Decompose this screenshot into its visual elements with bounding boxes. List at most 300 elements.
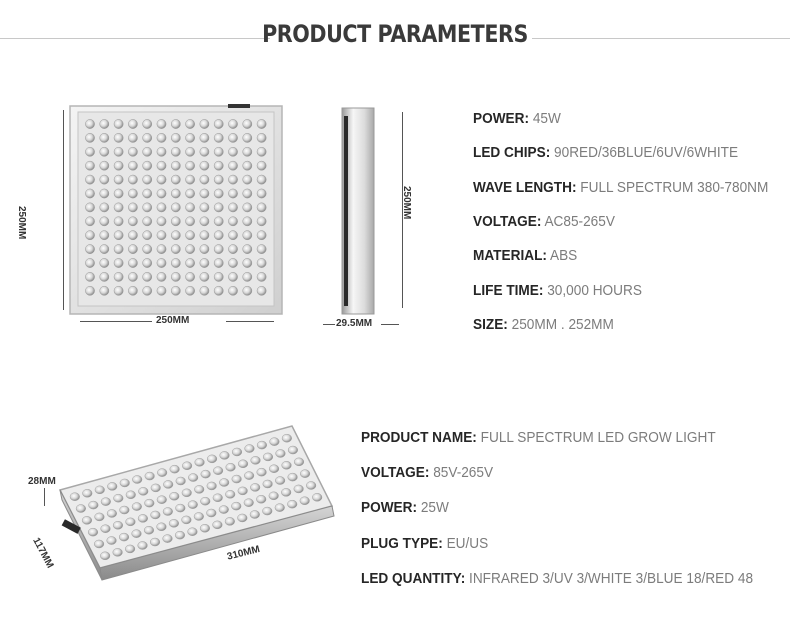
led-chip bbox=[200, 133, 209, 142]
led-chip bbox=[214, 286, 223, 295]
led-chip bbox=[228, 189, 237, 198]
led-chip bbox=[151, 511, 161, 519]
led-chip bbox=[200, 147, 209, 156]
led-chip bbox=[95, 513, 105, 521]
led-chip bbox=[128, 161, 137, 170]
led-chip bbox=[213, 467, 223, 475]
led-chip bbox=[157, 272, 166, 281]
led-chip bbox=[85, 245, 94, 254]
led-chip bbox=[176, 477, 186, 485]
led-chip bbox=[257, 133, 266, 142]
led-chip bbox=[257, 245, 266, 254]
led-chip bbox=[186, 258, 195, 267]
led-chip bbox=[89, 501, 99, 509]
led-chip bbox=[275, 477, 285, 485]
led-chip bbox=[145, 472, 155, 480]
spec-value: ABS bbox=[549, 248, 578, 265]
led-chip bbox=[257, 286, 266, 295]
led-chip bbox=[228, 231, 237, 240]
led-chip bbox=[214, 272, 223, 281]
led-chip bbox=[186, 272, 195, 281]
led-chip bbox=[186, 119, 195, 128]
led-chip bbox=[144, 526, 154, 534]
panel-side-view bbox=[340, 106, 376, 316]
led-chip bbox=[157, 189, 166, 198]
page-title: PRODUCT PARAMETERS bbox=[262, 20, 528, 48]
led-chip bbox=[214, 245, 223, 254]
led-chip bbox=[306, 481, 316, 489]
led-chip bbox=[94, 540, 104, 548]
spec-key: POWER: bbox=[361, 500, 418, 517]
led-chip bbox=[85, 286, 94, 295]
spec-key: LIFE TIME: bbox=[473, 282, 544, 299]
led-chip bbox=[220, 451, 230, 459]
led-chip bbox=[114, 133, 123, 142]
led-chip bbox=[214, 175, 223, 184]
led-chip bbox=[143, 272, 152, 281]
panel-front-view bbox=[68, 104, 284, 316]
led-chip bbox=[243, 203, 252, 212]
led-chip bbox=[194, 485, 204, 493]
led-chip bbox=[85, 272, 94, 281]
spec-value: AC85-265V bbox=[544, 213, 615, 230]
led-chip bbox=[171, 286, 180, 295]
led-chip bbox=[243, 245, 252, 254]
led-chip bbox=[186, 175, 195, 184]
led-chip bbox=[257, 258, 266, 267]
led-chip bbox=[257, 231, 266, 240]
led-chip bbox=[171, 119, 180, 128]
led-chip bbox=[195, 458, 205, 466]
led-chip bbox=[150, 538, 160, 546]
led-chip bbox=[95, 486, 105, 494]
led-chip bbox=[88, 528, 98, 536]
led-chip bbox=[188, 474, 198, 482]
led-chip bbox=[100, 203, 109, 212]
led-chip bbox=[200, 497, 210, 505]
led-chip bbox=[263, 453, 273, 461]
angled-depth-label: 117MM bbox=[30, 536, 56, 571]
led-chip bbox=[114, 189, 123, 198]
led-chip bbox=[214, 203, 223, 212]
led-chip bbox=[269, 492, 279, 500]
spec-key: PRODUCT NAME: bbox=[361, 430, 477, 446]
led-chip bbox=[200, 286, 209, 295]
led-chip bbox=[213, 521, 223, 529]
led-chip bbox=[119, 533, 129, 541]
led-chip bbox=[143, 217, 152, 226]
led-chip bbox=[176, 504, 186, 512]
led-chip bbox=[231, 502, 241, 510]
thickness-line bbox=[44, 488, 45, 506]
led-chip bbox=[114, 231, 123, 240]
led-chip bbox=[228, 119, 237, 128]
led-chip bbox=[114, 175, 123, 184]
led-chip bbox=[201, 470, 211, 478]
spec-row bbox=[361, 500, 449, 516]
led-chip bbox=[157, 217, 166, 226]
led-chip bbox=[101, 525, 111, 533]
spec-value: 250MM . 252MM bbox=[511, 316, 614, 333]
led-chip bbox=[200, 203, 209, 212]
side-depth-label: 29.5MM bbox=[336, 318, 373, 329]
led-chip bbox=[228, 147, 237, 156]
led-chip bbox=[182, 489, 192, 497]
led-chip bbox=[85, 147, 94, 156]
led-chip bbox=[186, 133, 195, 142]
spec-row bbox=[361, 430, 716, 446]
led-chip bbox=[270, 438, 280, 446]
led-chip bbox=[70, 493, 80, 501]
led-chip bbox=[128, 175, 137, 184]
led-chip bbox=[82, 516, 92, 524]
led-chip bbox=[228, 286, 237, 295]
led-chip bbox=[251, 456, 261, 464]
front-width-line-left bbox=[80, 321, 152, 322]
led-chip bbox=[143, 133, 152, 142]
spec-key: PLUG TYPE: bbox=[361, 535, 443, 552]
led-chip bbox=[100, 231, 109, 240]
led-chip bbox=[186, 245, 195, 254]
led-chip bbox=[257, 217, 266, 226]
led-chip bbox=[157, 133, 166, 142]
led-chip bbox=[200, 245, 209, 254]
led-chip bbox=[113, 548, 123, 556]
led-chip bbox=[171, 161, 180, 170]
led-chip bbox=[244, 499, 254, 507]
led-chip bbox=[169, 519, 179, 527]
led-chip bbox=[85, 231, 94, 240]
led-chip bbox=[228, 245, 237, 254]
spec-value: EU/US bbox=[446, 535, 489, 552]
led-chip bbox=[85, 175, 94, 184]
spec-key: VOLTAGE: bbox=[473, 213, 542, 230]
led-chip bbox=[100, 552, 110, 560]
spec-value: 90RED/36BLUE/6UV/6WHITE bbox=[554, 145, 739, 162]
led-chip bbox=[228, 161, 237, 170]
led-chip bbox=[157, 286, 166, 295]
led-chip bbox=[200, 217, 209, 226]
led-chip bbox=[107, 482, 117, 490]
led-chip bbox=[100, 189, 109, 198]
led-chip bbox=[171, 147, 180, 156]
led-chip bbox=[213, 494, 223, 502]
led-chip bbox=[282, 461, 292, 469]
led-chip bbox=[163, 480, 173, 488]
led-chip bbox=[107, 509, 117, 517]
led-chip bbox=[219, 506, 229, 514]
led-chip bbox=[128, 119, 137, 128]
spec-row bbox=[473, 283, 642, 299]
led-chip bbox=[100, 119, 109, 128]
led-chip bbox=[225, 517, 235, 525]
led-chip bbox=[207, 455, 217, 463]
led-chip bbox=[128, 147, 137, 156]
spec-row bbox=[361, 536, 488, 552]
led-chip bbox=[128, 272, 137, 281]
led-chip bbox=[228, 133, 237, 142]
led-chip bbox=[300, 470, 310, 478]
led-chip bbox=[83, 489, 93, 497]
led-chip bbox=[228, 175, 237, 184]
led-chip bbox=[132, 475, 142, 483]
led-chip bbox=[243, 286, 252, 295]
led-chip bbox=[171, 133, 180, 142]
side-height-label: 250MM bbox=[401, 186, 412, 220]
led-chip bbox=[276, 449, 286, 457]
led-chip bbox=[114, 203, 123, 212]
led-chip bbox=[163, 535, 173, 543]
led-chip bbox=[257, 468, 267, 476]
led-chip bbox=[157, 119, 166, 128]
led-chip bbox=[120, 479, 130, 487]
led-chip bbox=[243, 133, 252, 142]
spec-key: SIZE: bbox=[473, 316, 508, 333]
spec-value: 85V-265V bbox=[433, 465, 494, 482]
led-chip bbox=[238, 487, 248, 495]
led-chip bbox=[128, 203, 137, 212]
led-chip bbox=[157, 175, 166, 184]
led-chip bbox=[232, 475, 242, 483]
side-depth-line-left bbox=[323, 324, 335, 325]
angled-length-label: 310MM bbox=[226, 543, 262, 563]
led-chip bbox=[85, 133, 94, 142]
spec-value: FULL SPECTRUM 380-780NM bbox=[580, 179, 769, 196]
led-chip bbox=[171, 245, 180, 254]
spec-row bbox=[361, 571, 753, 587]
led-chip bbox=[143, 231, 152, 240]
spec-key: LED QUANTITY: bbox=[361, 570, 466, 587]
led-chip bbox=[243, 189, 252, 198]
led-chip bbox=[128, 245, 137, 254]
led-chip bbox=[186, 203, 195, 212]
led-chip bbox=[228, 217, 237, 226]
led-chip bbox=[85, 203, 94, 212]
led-chip bbox=[228, 258, 237, 267]
led-chip bbox=[128, 286, 137, 295]
led-chip bbox=[232, 448, 242, 456]
spec-row bbox=[473, 214, 615, 230]
led-chip bbox=[257, 119, 266, 128]
led-chip bbox=[151, 484, 161, 492]
led-chip bbox=[269, 465, 279, 473]
led-chip bbox=[85, 258, 94, 267]
led-chip bbox=[243, 258, 252, 267]
led-chip bbox=[170, 465, 180, 473]
spec-row bbox=[473, 145, 738, 161]
spec-key: LED CHIPS: bbox=[473, 145, 551, 162]
led-chip bbox=[200, 175, 209, 184]
led-chip bbox=[100, 147, 109, 156]
led-chip bbox=[143, 258, 152, 267]
led-chip bbox=[186, 286, 195, 295]
led-chip bbox=[281, 488, 291, 496]
led-chip bbox=[288, 446, 298, 454]
led-chip bbox=[182, 516, 192, 524]
led-chip bbox=[114, 286, 123, 295]
led-chip bbox=[288, 473, 298, 481]
led-chip bbox=[200, 258, 209, 267]
spec-key: WAVE LENGTH: bbox=[473, 179, 577, 196]
led-chip bbox=[126, 491, 136, 499]
led-chip bbox=[100, 245, 109, 254]
led-chip bbox=[200, 524, 210, 532]
led-chip bbox=[101, 498, 111, 506]
led-chip bbox=[228, 272, 237, 281]
spec-value: 45W bbox=[532, 111, 561, 127]
spec-key: POWER: bbox=[473, 111, 530, 127]
led-chip bbox=[114, 258, 123, 267]
panel-angled-view bbox=[40, 420, 340, 590]
led-chip bbox=[107, 537, 117, 545]
led-chip bbox=[256, 495, 266, 503]
spec-row bbox=[473, 317, 614, 333]
led-chip bbox=[143, 286, 152, 295]
front-width-line-right bbox=[226, 321, 274, 322]
side-depth-line-right bbox=[381, 324, 399, 325]
led-chip bbox=[157, 147, 166, 156]
led-chip bbox=[114, 272, 123, 281]
led-chip bbox=[257, 272, 266, 281]
led-chip bbox=[243, 175, 252, 184]
led-chip bbox=[171, 189, 180, 198]
led-chip bbox=[163, 508, 173, 516]
led-chip bbox=[214, 231, 223, 240]
led-chip bbox=[294, 485, 304, 493]
led-chip bbox=[85, 119, 94, 128]
spec-row bbox=[473, 180, 768, 196]
led-chip bbox=[120, 506, 130, 514]
led-chip bbox=[243, 272, 252, 281]
led-chip bbox=[186, 161, 195, 170]
led-chip bbox=[243, 217, 252, 226]
led-chip bbox=[200, 119, 209, 128]
spec-value: 30,000 HOURS bbox=[547, 282, 642, 299]
led-chip bbox=[214, 119, 223, 128]
led-chip bbox=[128, 217, 137, 226]
led-chip bbox=[243, 161, 252, 170]
led-chip bbox=[200, 231, 209, 240]
led-chip bbox=[287, 500, 297, 508]
led-chip bbox=[138, 487, 148, 495]
led-chip bbox=[114, 147, 123, 156]
led-chip bbox=[100, 217, 109, 226]
led-chip bbox=[157, 469, 167, 477]
led-chip bbox=[143, 245, 152, 254]
led-chip bbox=[157, 258, 166, 267]
led-chip bbox=[282, 434, 292, 442]
led-chip bbox=[175, 531, 185, 539]
led-chip bbox=[257, 203, 266, 212]
led-chip bbox=[143, 175, 152, 184]
led-chip bbox=[143, 161, 152, 170]
led-chip bbox=[194, 512, 204, 520]
spec-value: FULL SPECTRUM LED GROW LIGHT bbox=[480, 430, 716, 446]
led-chip bbox=[85, 217, 94, 226]
led-chip bbox=[76, 505, 86, 513]
led-chip bbox=[214, 161, 223, 170]
led-chip bbox=[275, 504, 285, 512]
led-chip bbox=[263, 480, 273, 488]
spec-row bbox=[361, 465, 493, 481]
led-chip bbox=[186, 147, 195, 156]
led-chip bbox=[132, 503, 142, 511]
led-chip bbox=[114, 161, 123, 170]
led-chip bbox=[100, 272, 109, 281]
spec-value: INFRARED 3/UV 3/WHITE 3/BLUE 18/RED 48 bbox=[469, 570, 754, 587]
led-chip bbox=[188, 528, 198, 536]
led-chip bbox=[238, 514, 248, 522]
led-chip bbox=[186, 231, 195, 240]
led-chip bbox=[85, 161, 94, 170]
led-chip bbox=[128, 258, 137, 267]
led-chip bbox=[145, 499, 155, 507]
led-chip bbox=[214, 133, 223, 142]
led-chip bbox=[143, 203, 152, 212]
led-chip bbox=[128, 133, 137, 142]
led-chip bbox=[186, 217, 195, 226]
led-chip bbox=[125, 545, 135, 553]
led-chip bbox=[188, 501, 198, 509]
led-chip bbox=[257, 189, 266, 198]
led-chip bbox=[207, 482, 217, 490]
led-chip bbox=[228, 203, 237, 212]
led-chip bbox=[157, 203, 166, 212]
front-height-label: 250MM bbox=[16, 206, 27, 240]
spec-row bbox=[473, 111, 561, 127]
led-chip bbox=[245, 445, 255, 453]
led-chip bbox=[143, 119, 152, 128]
led-chip bbox=[214, 189, 223, 198]
led-chip bbox=[157, 496, 167, 504]
led-chip bbox=[171, 258, 180, 267]
led-chip bbox=[225, 490, 235, 498]
led-chip bbox=[157, 161, 166, 170]
led-chip bbox=[114, 119, 123, 128]
led-chip bbox=[171, 175, 180, 184]
led-chip bbox=[200, 189, 209, 198]
led-chip bbox=[143, 147, 152, 156]
led-chip bbox=[169, 492, 179, 500]
led-chip bbox=[138, 514, 148, 522]
thickness-label: 28MM bbox=[28, 476, 56, 487]
led-chip bbox=[300, 497, 310, 505]
led-chip bbox=[214, 147, 223, 156]
spec-row bbox=[473, 248, 577, 264]
led-chip bbox=[257, 161, 266, 170]
led-chip bbox=[226, 463, 236, 471]
led-chip bbox=[257, 441, 267, 449]
led-chip bbox=[100, 133, 109, 142]
led-chip bbox=[100, 161, 109, 170]
led-chip bbox=[171, 203, 180, 212]
led-chip bbox=[182, 462, 192, 470]
led-chip bbox=[312, 493, 322, 501]
led-chip bbox=[157, 231, 166, 240]
led-chip bbox=[243, 231, 252, 240]
led-chip bbox=[250, 483, 260, 491]
led-chip bbox=[186, 189, 195, 198]
led-chip bbox=[143, 189, 152, 198]
led-chip bbox=[114, 245, 123, 254]
led-chip bbox=[128, 189, 137, 198]
led-chip bbox=[113, 521, 123, 529]
led-chip bbox=[114, 494, 124, 502]
led-chip bbox=[157, 245, 166, 254]
led-chip bbox=[85, 189, 94, 198]
spec-key: VOLTAGE: bbox=[361, 465, 430, 482]
led-chip bbox=[238, 460, 248, 468]
